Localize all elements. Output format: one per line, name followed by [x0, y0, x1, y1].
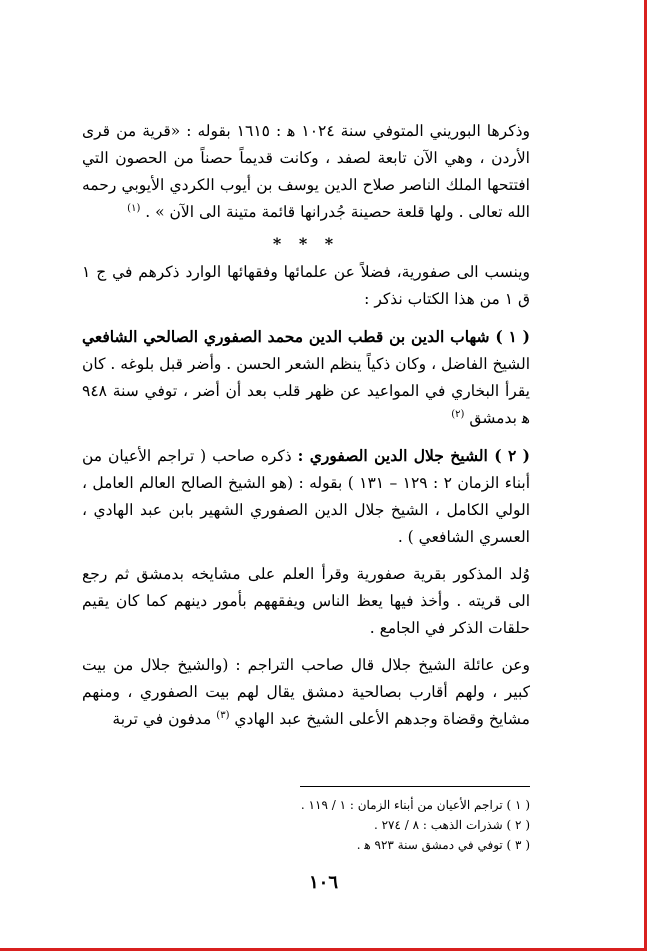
paragraph-4-text-b: مدفون في تربة	[112, 710, 212, 728]
footnote-rule	[300, 786, 530, 787]
entry-1	[82, 323, 530, 432]
footnote-2: ( ٢ ) شذرات الذهب : ٨ / ٢٧٤ .	[373, 818, 530, 832]
entry-1-text: الشيخ الفاضل ، وكان ذكياً ينظم الشعر الحسن . وأضر قبل بلوغه . كان يقرأ البخاري في المواعيد عن ظهر قلب بعد أن أضر ، توفي سنة ٩٤٨ ﻫ بدمشق	[82, 355, 530, 427]
footnote-ref-1: (١)	[127, 202, 141, 214]
footnote-3: ( ٣ ) توفي في دمشق سنة ٩٢٣ ﻫ .	[356, 838, 530, 852]
section-separator: * * *	[272, 234, 340, 253]
footnotes	[82, 786, 530, 855]
paragraph-1-text: وذكرها البوريني المتوفي سنة ١٠٢٤ ﻫ : ١٦١٥ بقوله : «قرية من قرى الأردن ، وهي الآن تابعة لصفد ، وكانت قديماً حصناً من الحصون التي افتتحها الملك الناصر صلاح الدين يوسف بن أيوب الكردي الأيوبي رحمه الله تعالى . ولها قلعة حصينة جُدرانها قائمة متينة الى الآن » .	[82, 122, 530, 221]
paragraph-1	[82, 118, 530, 226]
paragraph-3: وُلد المذكور بقرية صفورية وقرأ العلم على مشايخه بدمشق ثم رجع الى قريته . وأخذ فيها يعظ الناس ويفقههم بأمور دينهم كما كان يقيم حلقات الذكر في الجامع .	[82, 565, 530, 637]
paragraph-4	[82, 652, 530, 733]
footnote-ref-2: (٢)	[451, 408, 465, 420]
entry-2-heading: ( ٢ ) الشيخ جلال الدين الصفوري :	[297, 446, 531, 465]
footnote-ref-3: (٣)	[216, 709, 230, 721]
page-body	[82, 118, 530, 733]
page-number: ١٠٦	[308, 872, 338, 893]
paragraph-4-text-a: وعن عائلة الشيخ جلال قال صاحب التراجم : (والشيخ جلال من بيت كبير ، ولهم أقارب بصالحية دمشق يقال لهم بيت الصفوري ، ومنهم مشايخ وقضاة وجدهم الأعلى الشيخ عبد الهادي	[82, 656, 530, 728]
footnote-1: ( ١ ) تراجم الأعيان من أبناء الزمان : ١ / ١١٩ .	[300, 798, 530, 812]
entry-2	[82, 442, 530, 551]
paragraph-2: وينسب الى صفورية، فضلاً عن علمائها وفقهائها الوارد ذكرهم في ج ١ ق ١ من هذا الكتاب نذكر :	[82, 263, 530, 308]
entry-2-text: ذكره صاحب ( تراجم الأعيان من أبناء الزمان ٢ : ١٢٩ – ١٣١ ) بقوله : (هو الشيخ الصالح العالم العامل ، الولي الكامل ، الشيخ جلال الدين الصفوري الشهير بابن عبد الهادي ، العسري الشافعي ) .	[82, 447, 530, 546]
entry-1-heading: ( ١ ) شهاب الدين بن قطب الدين محمد الصفوري الصالحي الشافعي	[82, 327, 530, 346]
